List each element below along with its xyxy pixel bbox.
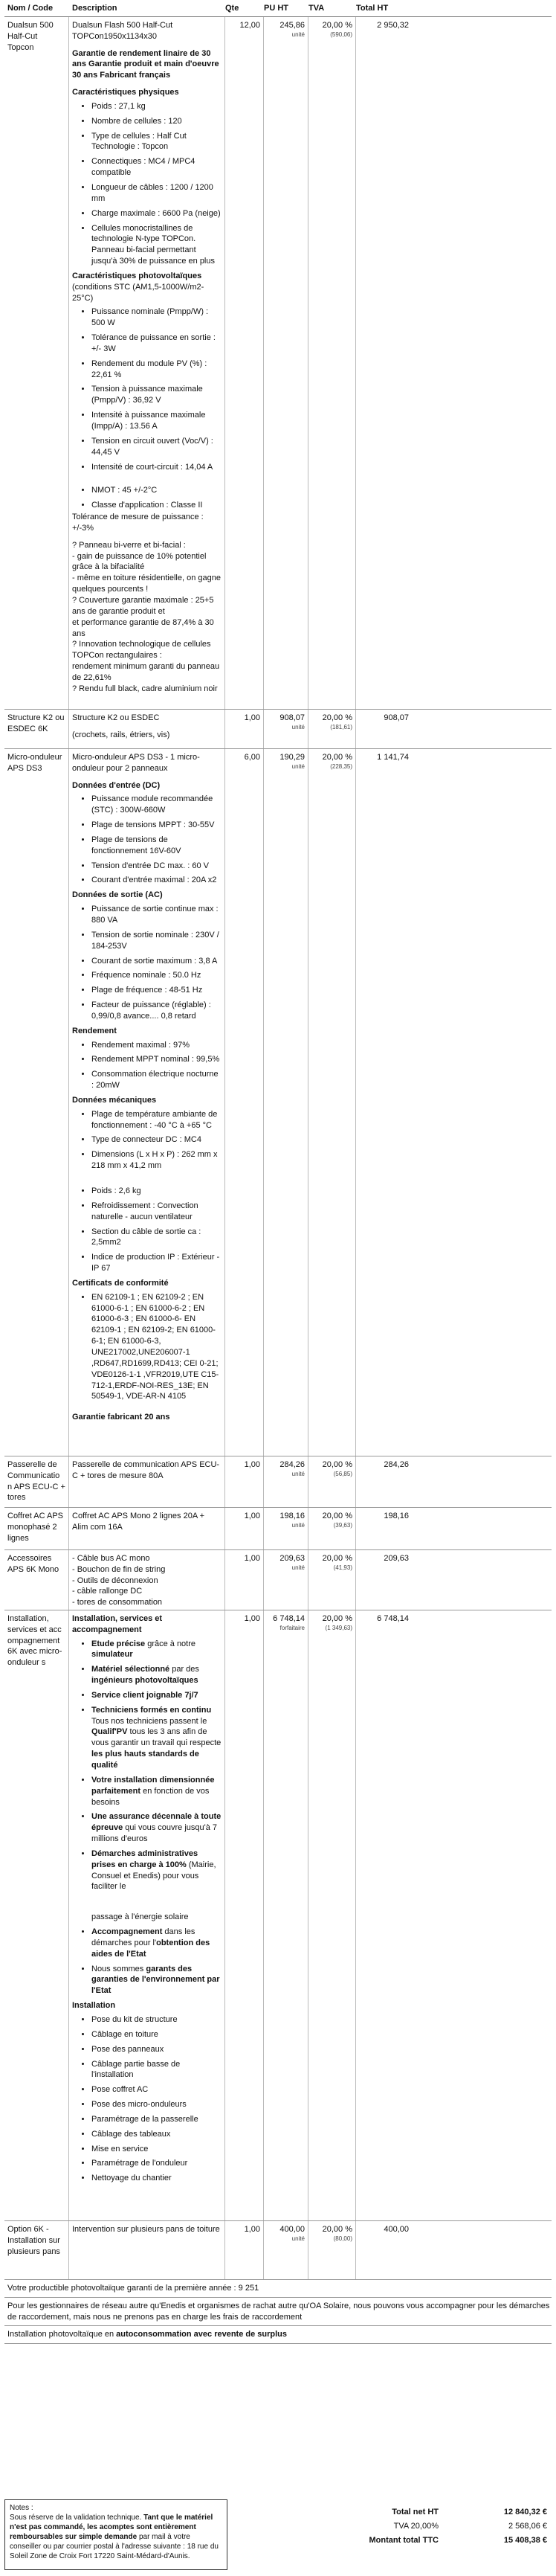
- grid-note: Pour les gestionnaires de réseau autre qu'Enedis et organismes de rachat autre qu'OA Solaire, nous pouvons vous accompagner pour les démarches de raccordement, mais nous ne prenons pas en charge les frais de raccordement: [4, 2298, 552, 2327]
- row-code: Option 6K - Installation sur plusieurs pans: [4, 2221, 69, 2279]
- list-item: • Connectiques : MC4 / MPC4 compatible: [91, 156, 222, 179]
- header-qty: Qte: [225, 4, 239, 13]
- list-item: • Classe d'application : Classe II: [91, 500, 222, 511]
- list-item: • Service client joignable 7j/7: [91, 1690, 222, 1701]
- tva-value: 20,00 %: [322, 1553, 352, 1563]
- list-item: • Refroidissement : Convection naturelle - aucun ventilateur: [91, 1201, 222, 1223]
- list-item: • Tension en circuit ouvert (Voc/V) : 44,45 V: [91, 436, 222, 458]
- table-row: [4, 1550, 552, 1610]
- list-item: • Pose des micro-onduleurs: [91, 2099, 222, 2110]
- row-tva: [308, 1550, 356, 1610]
- productible-note: Votre productible photovoltaïque garanti de la première année : 9 251: [4, 2280, 552, 2298]
- section-title-bold: Caractéristiques photovoltaïques: [72, 271, 202, 280]
- row-code: Dualsun 500 Half-Cut Topcon: [4, 17, 69, 709]
- list-item: - tores de consommation: [72, 1598, 163, 1607]
- notes-title: Notes :: [10, 2504, 33, 2512]
- tolerance-text: Tolérance de mesure de puissance : +/-3%: [72, 513, 204, 533]
- pu-value: 245,86: [279, 20, 305, 30]
- list-item: • Techniciens formés en continu Tous nos techniciens passent le Qualif'PV tous les 3 ans afin de vous garantir un travail qui respecte les plus hauts standards de qualité: [91, 1705, 222, 1771]
- tva-note: (80,00): [333, 2235, 352, 2242]
- spec-list: [72, 1186, 222, 1274]
- row-pu: [264, 1550, 308, 1610]
- list-item: • Accompagnement dans les démarches pour l'obtention des aides de l'Etat: [91, 1927, 222, 1960]
- section-title: Installation: [72, 2001, 116, 2011]
- list-item: • Longueur de câbles : 1200 / 1200 mm: [91, 182, 222, 205]
- list-item: • Nombre de cellules : 120: [91, 116, 222, 127]
- header-tva: TVA: [308, 4, 325, 13]
- autoconsumption-note: Installation photovoltaïque en autoconsommation avec revente de surplus: [4, 2326, 552, 2344]
- list-item: • EN 62109-1 ; EN 62109-2 ; EN 61000-6-1 ; EN 61000-6-2 ; EN 61000-6-3 ; EN 61000-6- EN 62109-1 ; EN 62109-2; EN 61000-6-1; EN 61000-6-3, UNE217002,UNE206007-1 ,RD647,RD1699,RD413; CEI 0-21; VDE0126-1-1 ,VFR2019,UTE C15-712-1,ERDF-NOI-RES_13E; EN 50549-1, VDE-AR-N 4105: [91, 1292, 222, 1402]
- table-row: [4, 2221, 552, 2280]
- table-row: [4, 1610, 552, 2221]
- header-description: Description: [72, 4, 117, 13]
- table-row: [4, 1456, 552, 1508]
- list-item: • Intensité de court-circuit : 14,04 A: [91, 462, 222, 473]
- list-item: • Tension à puissance maximale (Pmpp/V) : 36,92 V: [91, 384, 222, 406]
- row-description: Intervention sur plusieurs pans de toiture: [69, 2221, 225, 2279]
- row-description: [69, 17, 225, 709]
- row-qty: 1,00: [225, 710, 264, 748]
- list-item: • Tolérance de puissance en sortie : +/- 3W: [91, 333, 222, 355]
- list-item: • Plage de fréquence : 48-51 Hz: [91, 985, 222, 996]
- row-qty: 1,00: [225, 1456, 264, 1507]
- spec-list: [72, 904, 222, 1022]
- tva-value: 20,00 %: [322, 1613, 352, 1623]
- spec-list: [72, 1109, 222, 1172]
- spec-list: [72, 1040, 222, 1091]
- list-item: - Outils de déconnexion: [72, 1576, 158, 1585]
- list-item: • Matériel sélectionné par des ingénieurs photovoltaïques: [91, 1664, 222, 1686]
- list-item: • Rendement du module PV (%) : 22,61 %: [91, 359, 222, 381]
- row-qty: 12,00: [225, 17, 264, 709]
- row-description: [69, 1610, 225, 2220]
- item-title: Structure K2 ou ESDEC: [72, 713, 160, 722]
- row-total: 198,16: [384, 1511, 409, 1520]
- row-code: Coffret AC APS monophasé 2 lignes: [4, 1508, 69, 1549]
- extra-line: ? Rendu full black, cadre aluminium noir: [72, 684, 218, 693]
- pu-note: unité: [291, 2235, 305, 2242]
- row-code: Micro-onduleur APS DS3: [4, 749, 69, 1456]
- row-pu: [264, 1610, 308, 2220]
- list-item: - câble rallonge DC: [72, 1587, 143, 1596]
- list-item: • Puissance de sortie continue max : 880 VA: [91, 904, 222, 926]
- totals-box: [312, 2505, 547, 2548]
- row-total: 284,26: [384, 1459, 409, 1469]
- list-item: • Démarches administratives prises en charge à 100% (Mairie, Consuel et Enedis) pour vous faciliter le passage à l'énergie solaire: [91, 1849, 222, 1923]
- list-item: • Section du câble de sortie ca : 2,5mm2: [91, 1227, 222, 1249]
- pu-value: 400,00: [279, 2224, 305, 2234]
- spec-list: [72, 101, 222, 267]
- section-title: Rendement: [72, 1026, 117, 1035]
- row-code: Passerelle de Communicatio n APS ECU-C + tores: [4, 1456, 69, 1507]
- list-item: • Fréquence nominale : 50.0 Hz: [91, 970, 222, 981]
- pu-value: 198,16: [279, 1511, 305, 1520]
- spec-list: [72, 794, 222, 886]
- section-title-cond: (conditions STC (AM1,5-1000W/m2-25°C): [72, 282, 204, 303]
- section-title: Caractéristiques physiques: [72, 88, 179, 97]
- tva-note: (56,85): [333, 1470, 352, 1477]
- table-header: [4, 0, 552, 17]
- extra-line: ? Couverture garantie maximale : 25+5 ans de garantie produit et: [72, 595, 214, 616]
- notes-box: [4, 2499, 227, 2570]
- tva-value: 20,00 %: [322, 713, 352, 722]
- row-tva: [308, 749, 356, 1456]
- row-qty: 6,00: [225, 749, 264, 1456]
- pu-note: unité: [291, 723, 305, 730]
- tva-value: 20,00 %: [322, 752, 352, 762]
- row-pu: [264, 1456, 308, 1507]
- row-tva: [308, 710, 356, 748]
- pu-value: 908,07: [279, 713, 305, 722]
- section-title: Données mécaniques: [72, 1095, 157, 1105]
- list-item: • Paramétrage de la passerelle: [91, 2114, 222, 2125]
- extra-line: et performance garantie de 87,4% à 30 ans: [72, 617, 214, 638]
- section-title: Certificats de conformité: [72, 1278, 169, 1288]
- row-tva: [308, 1610, 356, 2220]
- list-item: • Poids : 2,6 kg: [91, 1186, 222, 1197]
- extra-line: - même en toiture résidentielle, on gagne quelques pourcents !: [72, 574, 221, 594]
- list-item: • Câblage partie basse de l'installation: [91, 2059, 222, 2081]
- tva-value: 20,00 %: [322, 20, 352, 30]
- list-item: • Plage de tensions de fonctionnement 16V-60V: [91, 835, 222, 857]
- total-tva-row: TVA 20,00% 2 568,06 €: [393, 2521, 547, 2531]
- pu-note: unité: [291, 1470, 305, 1477]
- row-pu: [264, 1508, 308, 1549]
- tva-value: 20,00 %: [322, 1511, 352, 1520]
- header-code: Nom / Code: [7, 4, 54, 13]
- row-tva: [308, 17, 356, 709]
- list-item: • Type de cellules : Half Cut Technologie : Topcon: [91, 131, 222, 153]
- total-ttc-row: Montant total TTC 15 408,38 €: [369, 2535, 547, 2545]
- pu-note: forfaitaire: [279, 1624, 305, 1631]
- list-item: • Dimensions (L x H x P) : 262 mm x 218 mm x 41,2 mm: [91, 1149, 222, 1172]
- list-item: • Pose coffret AC: [91, 2084, 222, 2095]
- list-item: • Etude précise grâce à notre simulateur: [91, 1639, 222, 1661]
- list-item: • Mise en service: [91, 2144, 222, 2155]
- row-total: 6 748,14: [377, 1613, 409, 1623]
- list-item: • Rendement MPPT nominal : 99,5%: [91, 1054, 222, 1065]
- row-qty: 1,00: [225, 1550, 264, 1610]
- list-item: • Rendement maximal : 97%: [91, 1040, 222, 1051]
- list-item: • Consommation électrique nocturne : 20mW: [91, 1069, 222, 1091]
- list-item: • NMOT : 45 +/-2°C: [91, 485, 222, 496]
- list-item: • Poids : 27,1 kg: [91, 101, 222, 112]
- list-item: • Câblage des tableaux: [91, 2129, 222, 2140]
- list-item: • Câblage en toiture: [91, 2029, 222, 2040]
- header-pu: PU HT: [264, 4, 288, 13]
- list-item: • Puissance nominale (Pmpp/W) : 500 W: [91, 306, 222, 329]
- section-title: [72, 271, 222, 304]
- item-title: Micro-onduleur APS DS3 - 1 micro-onduleur pour 2 panneaux: [72, 752, 200, 773]
- tva-note: (1 349,63): [325, 1624, 352, 1631]
- list-item: • Votre installation dimensionnée parfaitement en fonction de vos besoins: [91, 1775, 222, 1808]
- list-item: • Tension d'entrée DC max. : 60 V: [91, 861, 222, 872]
- row-total: 400,00: [384, 2224, 409, 2234]
- table-row: [4, 17, 552, 710]
- list-item: • Facteur de puissance (réglable) : 0,99/0,8 avance.... 0,8 retard: [91, 1000, 222, 1022]
- list-item: • Nettoyage du chantier: [91, 2173, 222, 2184]
- pu-note: unité: [291, 1564, 305, 1571]
- row-qty: 1,00: [225, 1610, 264, 2220]
- list-item: • Une assurance décennale à toute épreuve qui vous couvre jusqu'à 7 millions d'euros: [91, 1811, 222, 1845]
- quote-document: [4, 0, 552, 2344]
- warranty-text: Garantie de rendement linaire de 30 ans Garantie produit et main d'oeuvre 30 ans Fabricant français: [72, 48, 219, 80]
- tva-note: (228,35): [330, 762, 352, 770]
- list-item: • Type de connecteur DC : MC4: [91, 1134, 222, 1146]
- row-code: Structure K2 ou ESDEC 6K: [4, 710, 69, 748]
- row-pu: [264, 749, 308, 1456]
- row-code: Accessoires APS 6K Mono: [4, 1550, 69, 1610]
- list-item: • Plage de température ambiante de fonctionnement : -40 °C à +65 °C: [91, 1109, 222, 1131]
- list-item: • Pose des panneaux: [91, 2044, 222, 2055]
- list-item: • Plage de tensions MPPT : 30-55V: [91, 820, 222, 831]
- spec-list: [72, 306, 222, 472]
- pu-note: unité: [291, 762, 305, 770]
- row-qty: 1,00: [225, 2221, 264, 2279]
- list-item: • Indice de production IP : Extérieur - IP 67: [91, 1252, 222, 1274]
- row-qty: 1,00: [225, 1508, 264, 1549]
- list-item: • Charge maximale : 6600 Pa (neige): [91, 208, 222, 219]
- row-description: [69, 710, 225, 748]
- pu-note: unité: [291, 1521, 305, 1529]
- tva-value: 20,00 %: [322, 1459, 352, 1469]
- row-description: Passerelle de communication APS ECU-C + tores de mesure 80A: [69, 1456, 225, 1507]
- row-total: 1 141,74: [377, 752, 409, 762]
- item-note: (crochets, rails, étriers, vis): [72, 730, 170, 739]
- table-row: [4, 749, 552, 1456]
- tva-value: 20,00 %: [322, 2224, 352, 2234]
- row-total: 209,63: [384, 1553, 409, 1563]
- list-item: • Paramétrage de l'onduleur: [91, 2158, 222, 2169]
- row-description: Coffret AC APS Mono 2 lignes 20A + Alim com 16A: [69, 1508, 225, 1549]
- notes-text: Sous réserve de la validation technique. Tant que le matériel n'est pas commandé, les acomptes sont entièrement remboursables sur simple demande par mail à votre conseiller ou par courrier postal à l'adresse suivante : 18 rue du Soleil Zone de Croix Fort 17220 Saint-Médard-d'Aunis.: [10, 2514, 219, 2560]
- warranty-text: Garantie fabricant 20 ans: [72, 1413, 170, 1422]
- tva-note: (181,61): [330, 723, 352, 730]
- row-total: 2 950,32: [377, 20, 409, 30]
- section-title: Données d'entrée (DC): [72, 780, 161, 790]
- extra-line: rendement minimum garanti du panneau de 22,61%: [72, 662, 220, 682]
- pu-note: unité: [291, 30, 305, 38]
- item-title: Dualsun Flash 500 Half-Cut TOPCon1950x1134x30: [72, 20, 173, 41]
- list-item: - Bouchon de fin de string: [72, 1564, 166, 1574]
- row-pu: [264, 2221, 308, 2279]
- pu-value: 6 748,14: [273, 1613, 305, 1623]
- section-title: Données de sortie (AC): [72, 890, 163, 900]
- spec-list: [72, 1292, 222, 1402]
- extra-line: ? Panneau bi-verre et bi-facial :: [72, 540, 186, 550]
- list-item: • Intensité à puissance maximale (Impp/A) : 13.56 A: [91, 410, 222, 432]
- table-row: [4, 710, 552, 749]
- table-row: [4, 1508, 552, 1550]
- row-pu: [264, 17, 308, 709]
- row-tva: [308, 1456, 356, 1507]
- list-item: - Câble bus AC mono: [72, 1553, 150, 1563]
- tva-note: (39,63): [333, 1521, 352, 1529]
- list-item: • Pose du kit de structure: [91, 2014, 222, 2026]
- total-ht-row: Total net HT 12 840,32 €: [392, 2508, 547, 2516]
- row-code: Installation, services et acc ompagnement 6K avec micro-onduleur s: [4, 1610, 69, 2220]
- list-item: • Courant de sortie maximum : 3,8 A: [91, 956, 222, 967]
- list-item: • Nous sommes garants des garanties de l'environnement par l'Etat: [91, 1964, 222, 1997]
- row-tva: [308, 1508, 356, 1549]
- service-list: [72, 1639, 222, 1997]
- list-item: • Cellules monocristallines de technologie N-type TOPCon. Panneau bi-facial permettant jusqu'à 30% de puissance en plus: [91, 223, 222, 267]
- spec-list: [72, 485, 222, 511]
- tva-note: (41,93): [333, 1564, 352, 1571]
- row-description: [69, 1550, 225, 1610]
- extra-line: - gain de puissance de 10% potentiel grâce à la bifacialité: [72, 551, 207, 572]
- pu-value: 209,63: [279, 1553, 305, 1563]
- extra-line: ? Innovation technologique de cellules TOPCon rectangulaires :: [72, 640, 211, 661]
- row-description: [69, 749, 225, 1456]
- row-tva: [308, 2221, 356, 2279]
- row-pu: [264, 710, 308, 748]
- list-item: • Tension de sortie nominale : 230V / 184-253V: [91, 930, 222, 952]
- pu-value: 284,26: [279, 1459, 305, 1469]
- pu-value: 190,29: [279, 752, 305, 762]
- item-title: Installation, services et accompagnement: [72, 1613, 163, 1634]
- row-total: 908,07: [384, 713, 409, 722]
- list-item: • Courant d'entrée maximal : 20A x2: [91, 875, 222, 886]
- header-total: Total HT: [356, 4, 389, 13]
- install-list: [72, 2014, 222, 2184]
- tva-note: (590,06): [330, 30, 352, 38]
- list-item: • Puissance module recommandée (STC) : 300W-660W: [91, 794, 222, 816]
